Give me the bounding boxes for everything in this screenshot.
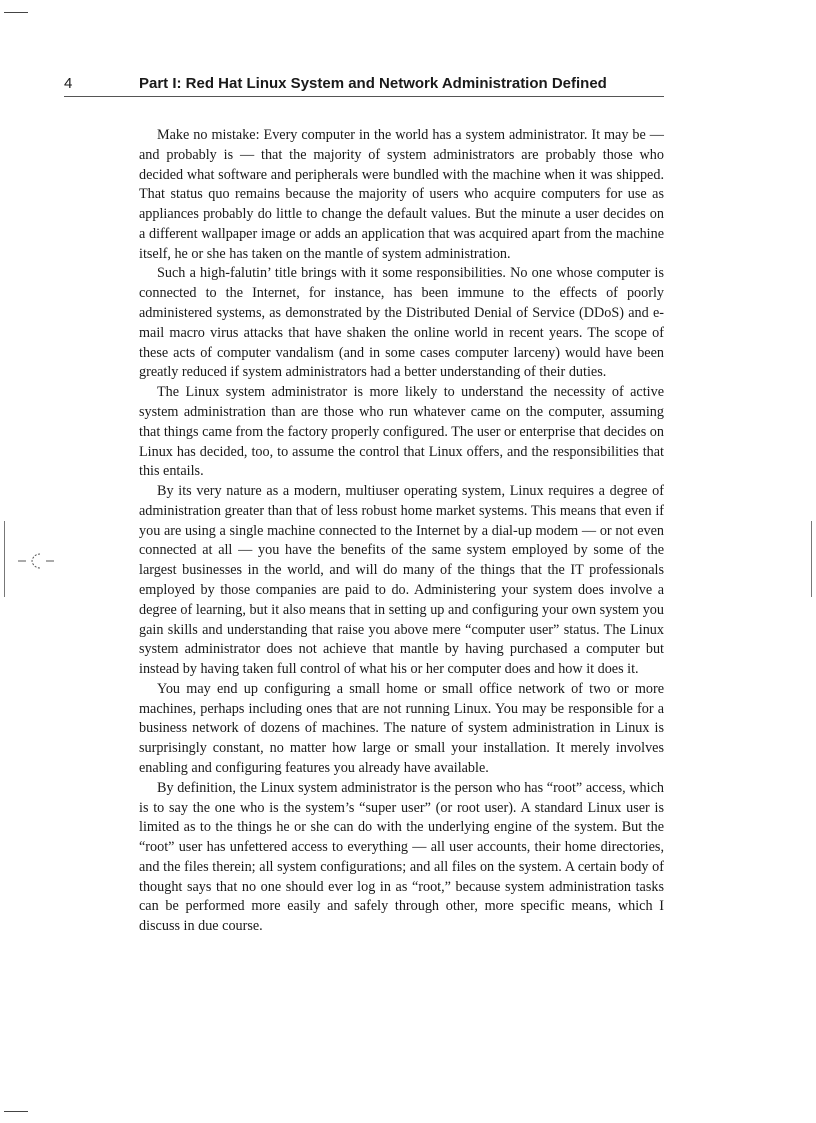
page-header [64,73,664,97]
paragraph: Such a high-falutin’ title brings with it some responsibilities. No one whose computer is connected to the Internet, for instance, has been immune to the effects of poorly administered systems, as demonstrated by the Distributed Denial of Service (DDoS) and e-mail macro virus attacks that have shaken the online world in recent years. The scope of these acts of computer vandalism (and in some cases computer larceny) would have been greatly reduced if system administrators had a better understanding of their duties. [139,265,664,381]
crop-mark-left [4,521,5,597]
paragraph: By definition, the Linux system administrator is the person who has “root” access, which is to say the one who is the system’s “super user” (or root user). A standard Linux user is limited as to the things he or she can do with the underlying engine of the system. But the “root” user has unfettered access to everything — all user accounts, their home directories, and the files therein; all system configurations; and all files on the system. A certain body of thought says that no one should ever log in as “root,” because system administration tasks can be performed more easily and safely through other, more specific means, which I discuss in due course. [139,779,664,935]
running-head: Part I: Red Hat Linux System and Network Administration Defined [139,75,607,92]
registration-mark-icon [18,550,58,576]
crop-mark-bottom [4,1111,28,1112]
page-number: 4 [64,75,73,92]
paragraph: By its very nature as a modern, multiuser operating system, Linux requires a degree of administration greater than that of less robust home market systems. This means that even if you are using a single machine connected to the Internet by a dial-up modem — or not even connected at all — you have the benefits of the same system employed by some of the largest businesses in the world, and will do many of the things that the IT professionals employed by those companies are paid to do. Administering your system does involve a degree of learning, but it also means that in setting up and configuring your own system you gain skills and understanding that raise you above mere “computer user” status. The Linux system administrator does not achieve that mantle by having purchased a computer but instead by having taken full control of what his or her computer does and how it does it. [139,483,664,678]
body-text [139,126,664,937]
paragraph: You may end up configuring a small home or small office network of two or more machines, perhaps including ones that are not running Linux. You may be responsible for a business network of dozens of machines. The nature of system administration in Linux is surprisingly constant, no matter how large or small your installation. It merely involves enabling and configuring features you already have available. [139,680,664,776]
header-rule [64,96,664,97]
paragraph: The Linux system administrator is more likely to understand the necessity of active system administration than are those who run whatever came on the computer, assuming that things came from the factory properly configured. The user or enterprise that decides on Linux has decided, too, to assume the control that Linux offers, and the responsibilities that this entails. [139,384,664,480]
crop-mark-top [4,12,28,13]
crop-mark-right [811,521,812,597]
paragraph: Make no mistake: Every computer in the world has a system administrator. It may be — and probably is — that the majority of system administrators are probably those who decided what software and peripherals were bundled with the machine when it was shipped. That status quo remains because the majority of users who acquire computers for use as appliances probably do little to change the default values. But the minute a user decides on a different wallpaper image or adds an application that was acquired apart from the machine itself, he or she has taken on the mantle of system administration. [139,127,664,262]
